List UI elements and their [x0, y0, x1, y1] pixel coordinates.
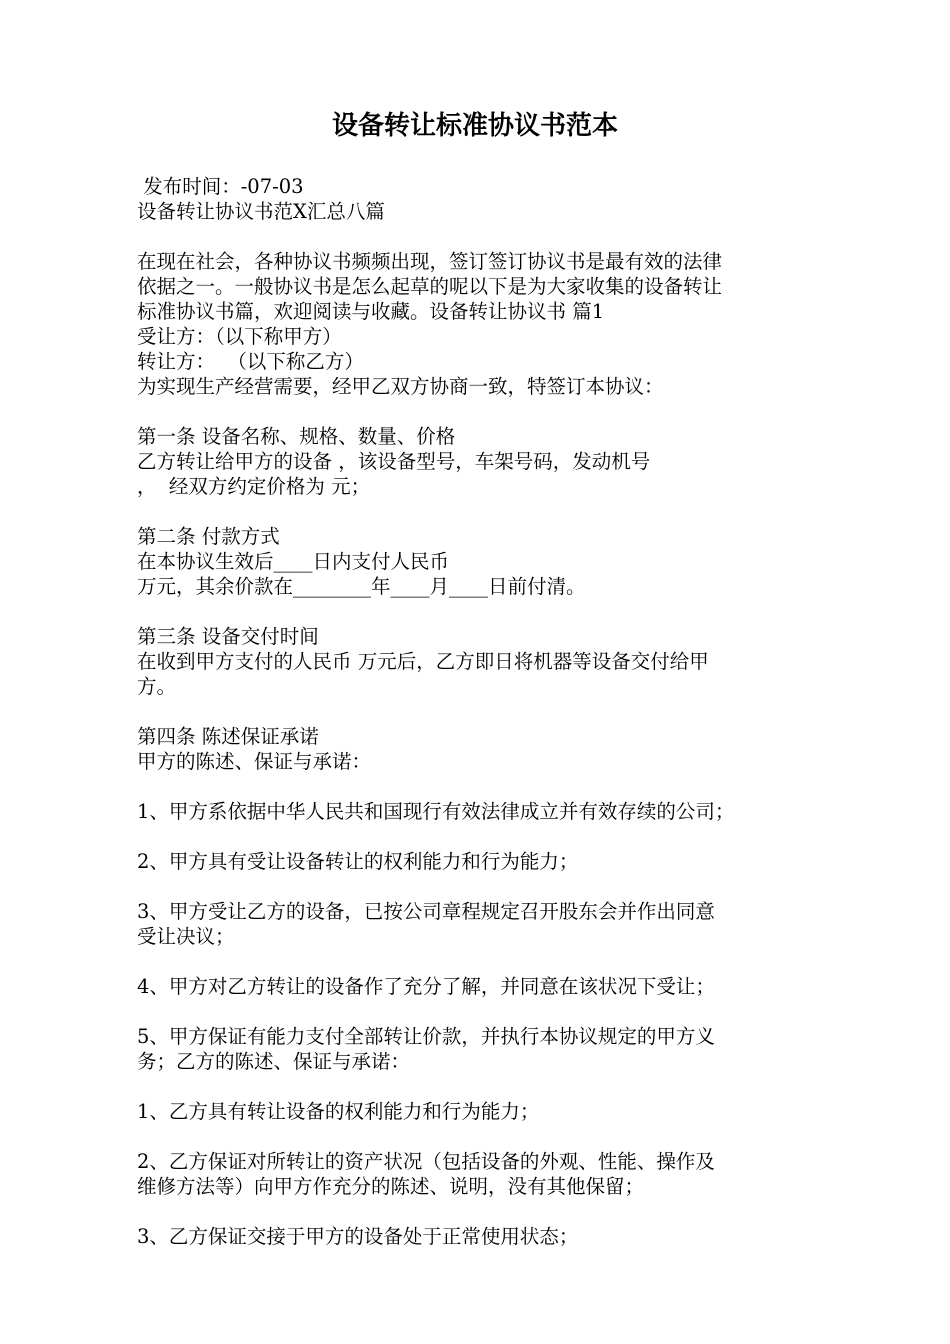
text-line: 标准协议书篇，欢迎阅读与收藏。设备转让协议书 篇1	[137, 300, 605, 323]
party-b-item	[137, 1099, 827, 1124]
document-subtitle: 设备转让协议书范X汇总八篇	[137, 200, 385, 223]
party-a-item	[137, 899, 827, 949]
text-line: 3、乙方保证交接于甲方的设备处于正常使用状态；	[137, 1225, 579, 1248]
paragraph-gap	[137, 399, 827, 424]
text-line: 1、甲方系依据中华人民共和国现行有效法律成立并有效存续的公司；	[137, 800, 735, 823]
paragraph-gap	[137, 699, 827, 724]
document-body	[137, 174, 827, 1249]
article-heading: 第三条 设备交付时间	[137, 625, 319, 648]
text-line: 4、甲方对乙方转让的设备作了充分了解，并同意在该状况下受让；	[137, 975, 715, 998]
party-a-item	[137, 799, 827, 824]
paragraph-gap	[137, 499, 827, 524]
intro-paragraph	[137, 249, 827, 399]
transferor-line: 转让方： （以下称乙方）	[137, 350, 364, 373]
text-line: 2、甲方具有受让设备转让的权利能力和行为能力；	[137, 850, 579, 873]
article-heading: 第二条 付款方式	[137, 525, 280, 548]
paragraph-gap	[137, 1124, 827, 1149]
text-line: 维修方法等）向甲方作充分的陈述、说明，没有其他保留；	[137, 1175, 645, 1198]
text-line: 甲方的陈述、保证与承诺：	[137, 750, 372, 773]
article-4	[137, 724, 827, 774]
text-line: 在收到甲方支付的人民币 万元后，乙方即日将机器等设备交付给甲	[137, 650, 709, 673]
publish-date: 发布时间：-07-03	[137, 175, 304, 198]
article-2	[137, 524, 827, 599]
party-a-item	[137, 974, 827, 999]
paragraph-gap	[137, 949, 827, 974]
party-a-item	[137, 849, 827, 874]
paragraph-gap	[137, 824, 827, 849]
text-line: 万元，其余价款在________年____月____日前付清。	[137, 575, 586, 598]
text-line: ， 经双方约定价格为 元；	[137, 475, 371, 498]
party-b-item	[137, 1224, 827, 1249]
transferee-line: 受让方：（以下称甲方）	[137, 325, 342, 348]
text-line: 受让决议；	[137, 925, 235, 948]
paragraph-gap	[137, 599, 827, 624]
paragraph-gap	[137, 774, 827, 799]
paragraph-gap	[137, 224, 827, 249]
paragraph-gap	[137, 999, 827, 1024]
text-line: 2、乙方保证对所转让的资产状况（包括设备的外观、性能、操作及	[137, 1150, 715, 1173]
text-line: 方。	[137, 675, 177, 698]
paragraph-gap	[137, 1074, 827, 1099]
text-line: 在本协议生效后____日内支付人民币	[137, 550, 450, 573]
article-1	[137, 424, 827, 499]
party-b-item	[137, 1149, 827, 1199]
text-line: 3、甲方受让乙方的设备，已按公司章程规定召开股东会并作出同意	[137, 900, 715, 923]
text-line: 1、乙方具有转让设备的权利能力和行为能力；	[137, 1100, 540, 1123]
text-line: 为实现生产经营需要，经甲乙双方协商一致，特签订本协议：	[137, 375, 664, 398]
party-a-item	[137, 1024, 827, 1074]
article-heading: 第一条 设备名称、规格、数量、价格	[137, 425, 456, 448]
article-heading: 第四条 陈述保证承诺	[137, 725, 319, 748]
document-title: 设备转让标准协议书范本	[331, 111, 618, 141]
text-line: 依据之一。一般协议书是怎么起草的呢以下是为大家收集的设备转让	[137, 275, 723, 298]
text-line: 5、甲方保证有能力支付全部转让价款，并执行本协议规定的甲方义	[137, 1025, 715, 1048]
text-line: 务；乙方的陈述、保证与承诺：	[137, 1050, 411, 1073]
text-line: 乙方转让给甲方的设备 ，该设备型号，车架号码，发动机号	[137, 450, 651, 473]
paragraph-gap	[137, 874, 827, 899]
article-3	[137, 624, 827, 699]
text-line: 在现在社会，各种协议书频频出现，签订签订协议书是最有效的法律	[137, 250, 723, 273]
paragraph-gap	[137, 1199, 827, 1224]
